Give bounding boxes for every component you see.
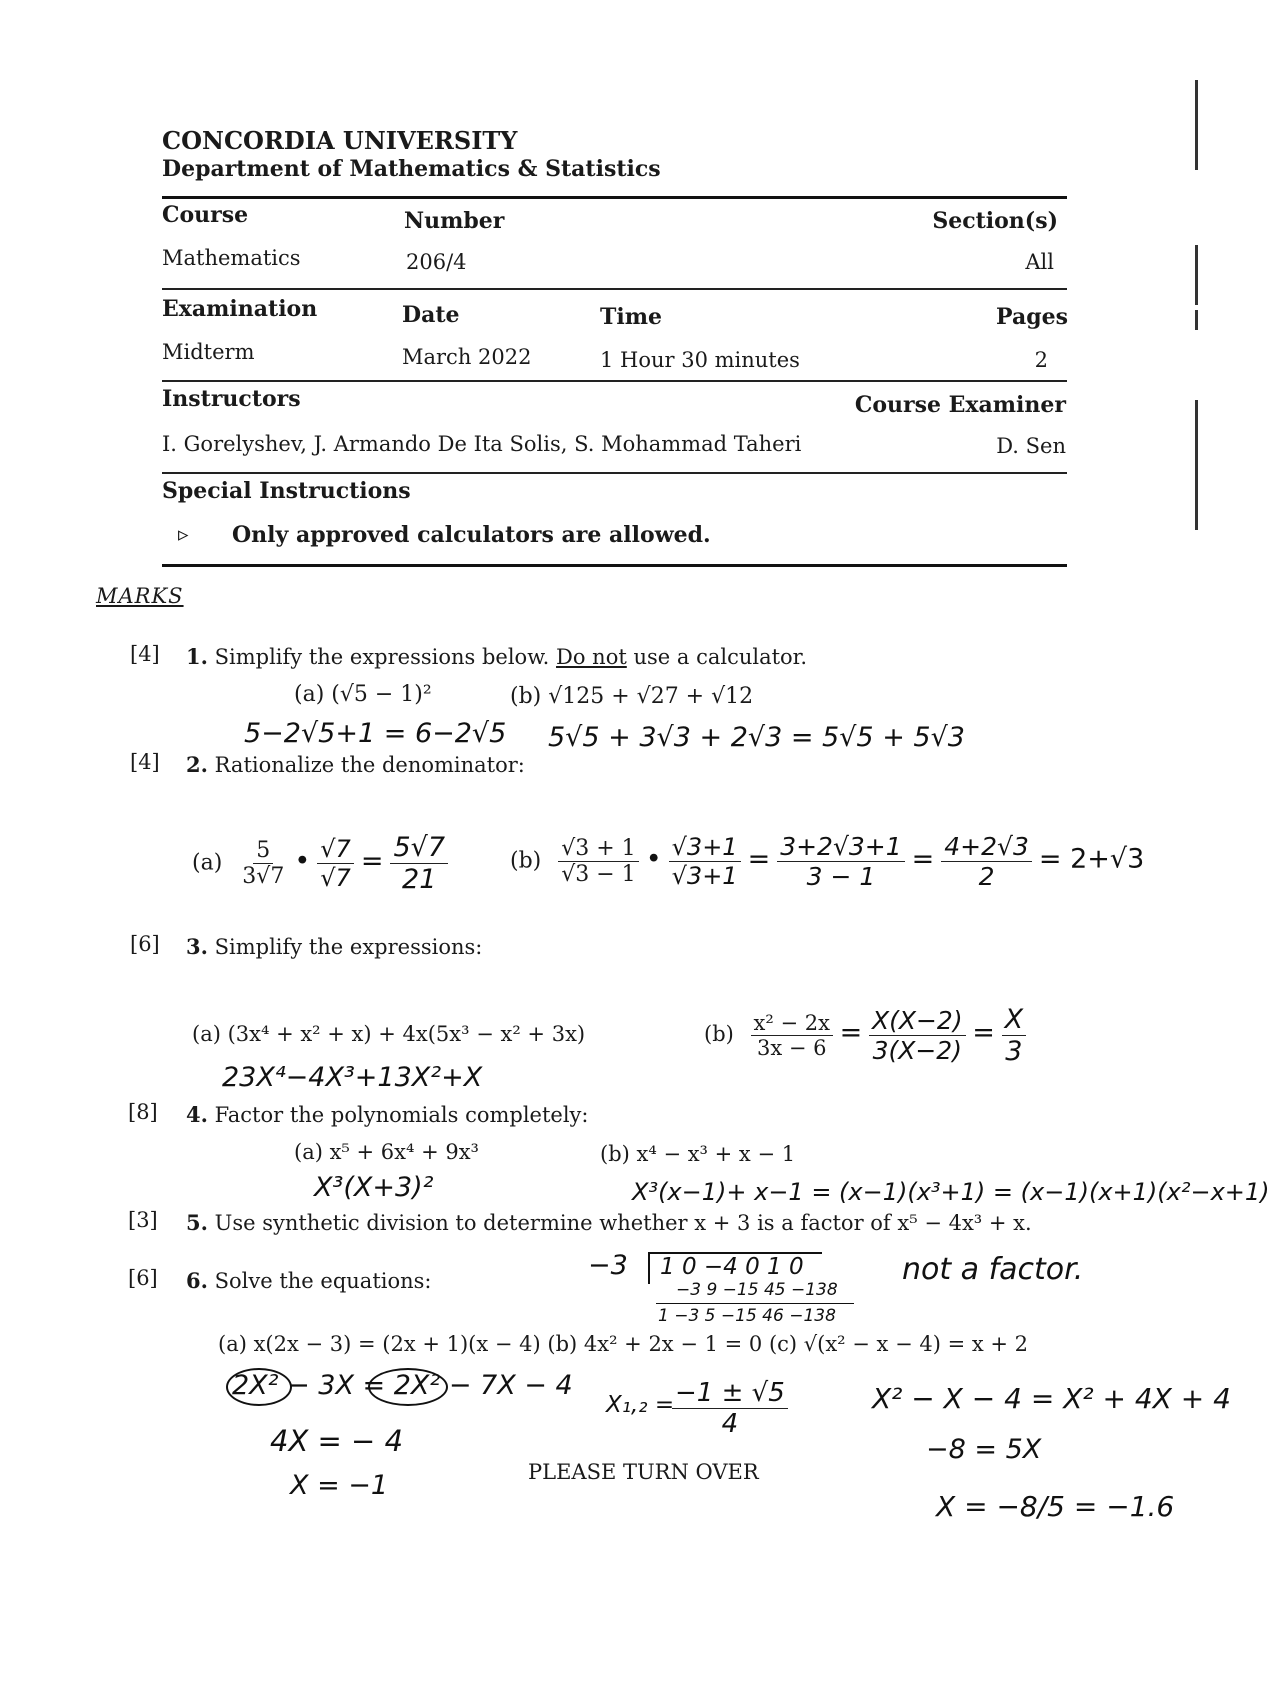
q5-row-result: 1 −3 5 −15 46 −138: [658, 1306, 836, 1326]
q2a-multiplier: [317, 835, 354, 892]
examiner-label: Course Examiner: [854, 392, 1066, 418]
question-text-underlined: Do not: [556, 645, 627, 669]
question-text: Simplify the expressions:: [214, 935, 483, 959]
sections-value: All: [1025, 250, 1054, 274]
q6b-fraction: [672, 1378, 788, 1439]
exam-label: Examination: [162, 296, 318, 322]
q2b-multiplier-den: √3+1: [671, 862, 738, 890]
table-rule: [162, 288, 1067, 290]
number-label: Number: [404, 208, 505, 234]
question-marks: [6]: [130, 932, 160, 956]
question-number: 2.: [186, 752, 208, 777]
table-rule: [162, 472, 1067, 474]
q4b-expression: (b) x⁴ − x³ + x − 1: [600, 1142, 796, 1166]
question-text: Factor the polynomials completely:: [214, 1103, 589, 1127]
q6b-numerator: −1 ± √5: [672, 1378, 788, 1409]
question-number: 5.: [186, 1210, 208, 1235]
instructors-value: I. Gorelyshev, J. Armando De Ita Solis, S. Mohammad Taheri: [162, 432, 802, 456]
date-label: Date: [402, 302, 460, 328]
scan-artifact: [1195, 80, 1198, 170]
q6b-denominator: 4: [721, 1409, 739, 1439]
question-marks: [3]: [128, 1208, 158, 1232]
q3b-result: [1002, 1004, 1027, 1067]
sections-label: Section(s): [932, 208, 1058, 234]
q3a-handwritten-answer: 23X⁴−4X³+13X²+X: [222, 1062, 483, 1093]
department-name: Department of Mathematics & Statistics: [162, 156, 661, 182]
q6c-step-2: −8 = 5X: [926, 1434, 1042, 1465]
q2a-row: (a) $\frac{5}{3√7}$ • $\frac{√7}{√7}$ = $\frac{5√7}{21}$: [192, 832, 448, 895]
q2a-multiplier-den: √7: [320, 864, 351, 892]
scan-artifact: [1195, 400, 1198, 530]
question-number: 3.: [186, 934, 208, 959]
time-value: 1 Hour 30 minutes: [600, 348, 800, 372]
course-label: Course: [162, 202, 249, 228]
question-text: Rationalize the denominator:: [214, 753, 525, 777]
footer-turn-over: PLEASE TURN OVER: [528, 1460, 759, 1484]
question-number: 1.: [186, 644, 208, 669]
q6-equations: (a) x(2x − 3) = (2x + 1)(x − 4) (b) 4x² + 2x − 1 = 0 (c) √(x² − x − 4) = x + 2: [218, 1332, 1028, 1356]
q6a-step-3: X = −1: [290, 1470, 389, 1501]
question-1: [186, 644, 807, 669]
time-label: Time: [600, 304, 663, 330]
marks-label: MARKS: [96, 584, 184, 608]
q3b-step-den: 3(X−2): [872, 1036, 962, 1065]
q3b-label: (b): [704, 1022, 734, 1046]
q2a-multiplier-num: √7: [317, 835, 354, 864]
q6b-lhs: X₁,₂ =: [606, 1392, 675, 1418]
table-rule: [162, 380, 1067, 382]
table-rule: [162, 564, 1067, 567]
q2a-result: [390, 832, 448, 895]
q3b-row: (b) $\frac{\text{x² − 2x}}{3x - 6}$ = $\frac{X(X-2)}{3(X-2)}$ = $\frac{X}{3}$: [704, 1004, 1026, 1067]
q2b-step-den: 3 − 1: [806, 862, 876, 891]
q5-row-coefficients: 1 0 −4 0 1 0: [660, 1254, 804, 1280]
q6c-step-1: X² − X − 4 = X² + 4X + 4: [872, 1382, 1231, 1415]
scan-artifact: [1195, 310, 1198, 330]
q3b-result-num: X: [1002, 1004, 1027, 1036]
question-4: [186, 1102, 589, 1127]
q1a-handwritten-answer: 5−2√5+1 = 6−2√5: [244, 718, 507, 749]
q5-row-products: −3 9 −15 45 −138: [676, 1280, 838, 1300]
question-text: use a calculator.: [626, 645, 808, 669]
number-value: 206/4: [406, 250, 467, 274]
question-marks: [6]: [128, 1266, 158, 1290]
q5-verdict: not a factor.: [902, 1252, 1084, 1287]
instructors-label: Instructors: [162, 386, 301, 412]
bullet-icon: ▹: [178, 522, 189, 546]
q3b-fraction: [751, 1011, 833, 1060]
q2b-fraction: [558, 836, 638, 887]
question-number: 6.: [186, 1268, 208, 1293]
q3b-numerator: x² − 2x: [751, 1011, 833, 1036]
special-instructions-label: Special Instructions: [162, 478, 411, 504]
q4b-handwritten-answer: X³(x−1)+ x−1 = (x−1)(x³+1) = (x−1)(x+1)(x²−x+1): [632, 1178, 1270, 1206]
question-marks: [8]: [128, 1100, 158, 1124]
question-3: [186, 934, 482, 959]
question-marks: [4]: [130, 642, 160, 666]
pages-value: 2: [1034, 348, 1048, 372]
question-text: Use synthetic division to determine whether x + 3 is a factor of x⁵ − 4x³ + x.: [214, 1211, 1032, 1235]
question-text: Solve the equations:: [214, 1269, 432, 1293]
q6a-step-1: 2X² − 3X = 2X² − 7X − 4: [232, 1370, 573, 1401]
q2b-numerator: √3 + 1: [558, 836, 638, 862]
q2a-label: (a): [192, 850, 223, 876]
q2b-multiplier: [669, 833, 741, 890]
q3b-step: [869, 1006, 966, 1065]
q4a-handwritten-answer: X³(X+3)²: [314, 1172, 434, 1203]
q2a-numerator: 5: [253, 838, 273, 864]
q2b-step-num: 3+2√3+1: [777, 832, 904, 862]
q5-division-line: [656, 1303, 854, 1304]
q3b-step-num: X(X−2): [869, 1006, 966, 1036]
q3b-denominator: 3x − 6: [756, 1036, 827, 1060]
q2b-multiplier-num: √3+1: [669, 833, 741, 862]
q2a-result-num: 5√7: [390, 832, 448, 864]
q2b-result: = 2+√3: [1038, 843, 1145, 875]
table-rule: [162, 196, 1067, 199]
examiner-value: D. Sen: [996, 434, 1066, 458]
question-text: Simplify the expressions below.: [214, 645, 557, 669]
special-instruction-text: Only approved calculators are allowed.: [232, 522, 711, 548]
question-2: [186, 752, 525, 777]
q3a-expression: (a) (3x⁴ + x² + x) + 4x(5x³ − x² + 3x): [192, 1022, 586, 1046]
q2b-denominator: √3 − 1: [561, 862, 636, 887]
q2a-denominator: 3√7: [242, 864, 285, 889]
course-value: Mathematics: [162, 246, 301, 270]
exam-value: Midterm: [162, 340, 255, 364]
q6a-step-2: 4X = − 4: [270, 1424, 404, 1458]
q6c-step-3: X = −8/5 = −1.6: [936, 1490, 1175, 1523]
q1b-handwritten-answer: 5√5 + 3√3 + 2√3 = 5√5 + 5√3: [548, 722, 965, 753]
q3b-result-den: 3: [1005, 1036, 1023, 1067]
q2b-label: (b): [510, 848, 542, 874]
date-value: March 2022: [402, 345, 532, 369]
pages-label: Pages: [996, 304, 1068, 330]
scan-artifact: [1195, 245, 1198, 305]
q2b-step2-den: 2: [978, 862, 995, 891]
q2b-step: [777, 832, 904, 891]
question-marks: [4]: [130, 750, 160, 774]
university-name: CONCORDIA UNIVERSITY: [162, 126, 518, 155]
question-6: [186, 1268, 432, 1293]
q1b-expression: (b) √125 + √27 + √12: [510, 684, 754, 709]
q1a-expression: (a) (√5 − 1)²: [294, 682, 432, 707]
q2a-fraction: [239, 838, 287, 889]
q5-divisor: −3: [588, 1250, 628, 1281]
question-number: 4.: [186, 1102, 208, 1127]
q4a-expression: (a) x⁵ + 6x⁴ + 9x³: [294, 1140, 479, 1164]
question-5: [186, 1210, 1032, 1235]
q2b-row: (b) $\frac{√3 + 1}{√3 - 1}$ • $\frac{√3+1}{√3+1}$ = $\frac{3+2√3+1}{3 - 1}$ = $\frac{4+2√3}{2}$ = 2+√3: [510, 832, 1145, 891]
q2b-step2-num: 4+2√3: [941, 832, 1032, 862]
q2b-step2: [941, 832, 1032, 891]
q2a-result-den: 21: [402, 864, 437, 895]
